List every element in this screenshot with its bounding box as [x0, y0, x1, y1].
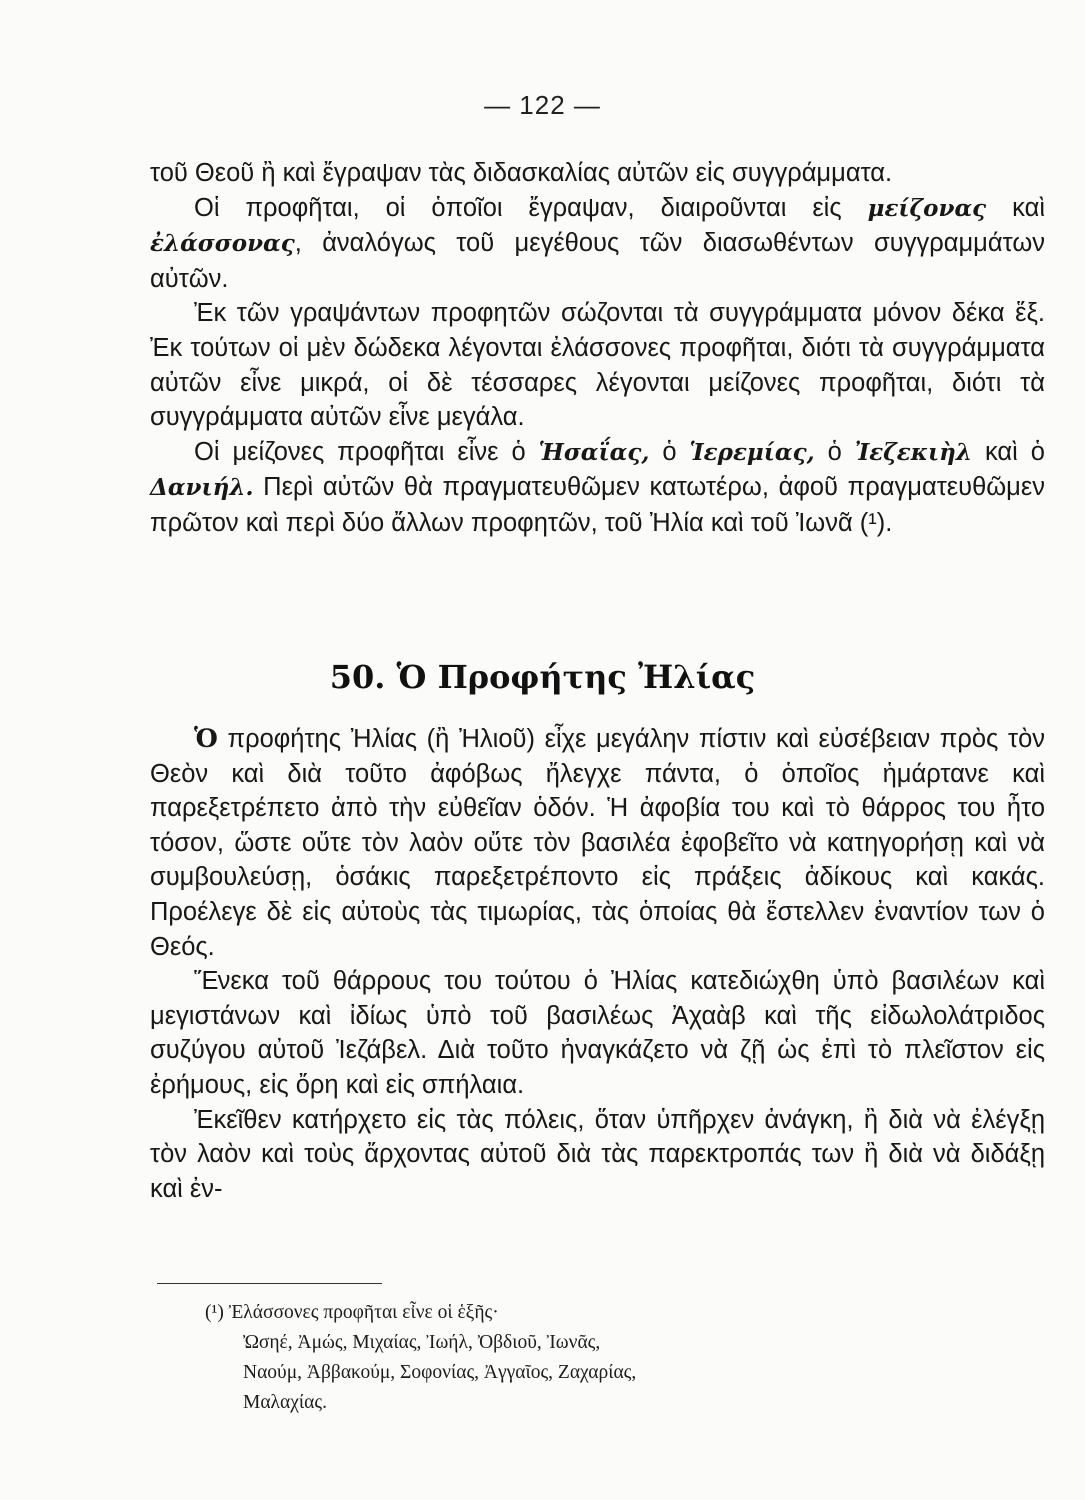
text-run: καὶ	[986, 193, 1045, 222]
top-text-block	[150, 156, 1045, 541]
footnote-reference: (¹)	[859, 508, 886, 537]
name-daniel: Δανιήλ.	[150, 474, 254, 502]
lead-article: Ὁ	[194, 724, 218, 754]
name-isaiah: Ἡσαΐας,	[538, 438, 650, 466]
paragraph-sixteen-books: Ἐκ τῶν γραψάντων προφητῶν σώζονται τὰ συγγράμματα μόνον δέκα ἕξ. Ἐκ τούτων οἱ μὲν δώδεκα λέγονται ἐλάσσονες προφῆται, διότι τὰ συγγράμματα αὐτῶν εἶνε μικρά, οἱ δὲ τέσσαρες λέγονται μείζονες προφῆται, διότι τὰ συγγράμματα αὐτῶν εἶνε μεγάλα.	[150, 299, 1045, 432]
footnote-line: (¹) Ἐλάσσονες προφῆται εἶνε οἱ ἑξῆς·	[205, 1302, 499, 1323]
text-run: Περὶ αὐτῶν θὰ πραγματευθῶμεν κατωτέρω, ἀφοῦ πραγματευθῶμεν πρῶτον καὶ περὶ δύο ἄλλων προφητῶν, τοῦ Ἠλία καὶ τοῦ Ἰωνᾶ	[150, 473, 1045, 537]
text-run: Οἱ μείζονες προφῆται εἶνε ὁ	[194, 437, 539, 466]
name-jeremiah: Ἱερεμίας,	[689, 438, 815, 466]
emphasis-major: μείζονας	[867, 194, 987, 222]
body-text-block	[150, 722, 1045, 1206]
text-run: , ἀναλόγως τοῦ μεγέθους τῶν διασωθέντων συγγραμμάτων αὐτῶν.	[150, 229, 1045, 293]
paragraph-prophets-division	[150, 191, 1045, 297]
paragraph-elijah-persecuted: Ἕνεκα τοῦ θάρρους του τούτου ὁ Ἠλίας κατεδιώχθη ὑπὸ βασιλέων καὶ μεγιστάνων καὶ ἰδίως ὑπὸ τοῦ βασιλέως Ἀχαὰβ καὶ τῆς εἰδωλολάτριδος συζύγου αὐτοῦ Ἰεζάβελ. Διὰ τοῦτο ἠναγκάζετο νὰ ζῇ ὡς ἐπὶ τὸ πλεῖστον εἰς ἐρήμους, εἰς ὄρη καὶ εἰς σπήλαια.	[150, 967, 1045, 1099]
text-run: προφήτης Ἠλίας (ἢ Ἠλιοῦ) εἶχε μεγάλην πίστιν καὶ εὐσέβειαν πρὸς τὸν Θεὸν καὶ διὰ τοῦτο ἀφόβως ἤλεγχε πάντα, ὁ ὁποῖος ἡμάρτανε καὶ παρεξετρέπετο ἀπὸ τὴν εὐθεῖαν ὁδόν. Ἡ ἀφοβία του καὶ τὸ θάρρος του ἦτο τόσον, ὥστε οὔτε τὸν λαὸν οὔτε τὸν βασιλέα ἐφοβεῖτο νὰ κατηγορήσῃ καὶ νὰ συμβουλεύσῃ, ὁσάκις παρεξετρέποντο εἰς πράξεις ἀδίκους καὶ κακάς. Προέλεγε δὲ εἰς αὐτοὺς τὰς τιμωρίας, τὰς ὁποίας θὰ ἔστελλεν ἐναντίον των ὁ Θεός.	[150, 725, 1045, 961]
paragraph-major-prophets	[150, 435, 1045, 541]
text-run: Οἱ προφῆται, οἱ ὁποῖοι ἔγραψαν, διαιροῦνται εἰς	[194, 193, 868, 222]
paragraph-continuation: τοῦ Θεοῦ ἢ καὶ ἔγραψαν τὰς διδασκαλίας αὐτῶν εἰς συγγράμματα.	[150, 159, 893, 187]
paragraph-elijah-cities: Ἐκεῖθεν κατήρχετο εἰς τὰς πόλεις, ὅταν ὑπῆρχεν ἀνάγκη, ἢ διὰ νὰ ἐλέγξῃ τὸν λαὸν καὶ τοὺς ἄρχοντας αὐτοῦ διὰ τὰς παρεκτροπάς των ἢ διὰ νὰ διδάξῃ καὶ ἐν-	[150, 1105, 1045, 1203]
footnote	[205, 1298, 905, 1418]
footnote-divider	[157, 1283, 382, 1284]
text-run: καὶ ὁ	[972, 437, 1045, 466]
text-run: ὁ	[649, 437, 690, 466]
name-ezekiel: Ἰεζεκιὴλ	[854, 438, 973, 466]
footnote-line: Ὠσηέ, Ἀμώς, Μιχαίας, Ἰωήλ, Ὀβδιοῦ, Ἰωνᾶς,	[243, 1332, 601, 1353]
page-number: — 122 —	[484, 90, 601, 120]
section-heading: 50. Ὁ Προφήτης Ἠλίας	[329, 658, 756, 696]
paragraph-elijah-faith	[150, 722, 1045, 964]
footnote-line: Μαλαχίας.	[243, 1392, 327, 1413]
text-run: ὁ	[814, 437, 855, 466]
footnote-line: Ναούμ, Ἀββακούμ, Σοφονίας, Ἀγγαῖος, Ζαχαρίας,	[243, 1362, 637, 1383]
text-run: .	[885, 508, 893, 537]
emphasis-minor: ἐλάσσονας	[150, 230, 295, 258]
